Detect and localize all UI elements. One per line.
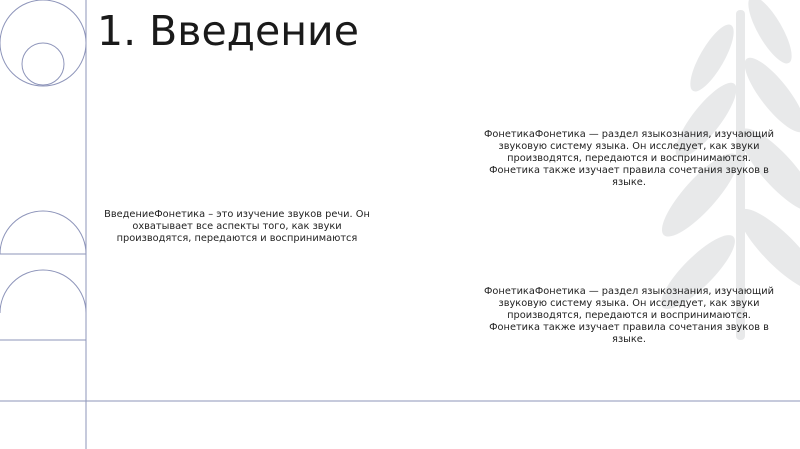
phonetics-text-top: ФонетикаФонетика — раздел языкознания, изучающий звуковую систему языка. Он исследует, как звуки производятся, передаются и воспринимаются. Фонетика также изучает правила сочетания звуков в языке. [484,129,774,188]
intro-text: ВведениеФонетика – это изучение звуков речи. Он охватывает все аспекты того, как звуки производятся, передаются и воспринимаются [104,209,370,244]
phonetics-text-bottom: ФонетикаФонетика — раздел языкознания, изучающий звуковую систему языка. Он исследует, как звуки производятся, передаются и воспринимаются. Фонетика также изучает правила сочетания звуков в языке. [484,286,774,345]
slide-title: 1. Введение [97,7,359,55]
